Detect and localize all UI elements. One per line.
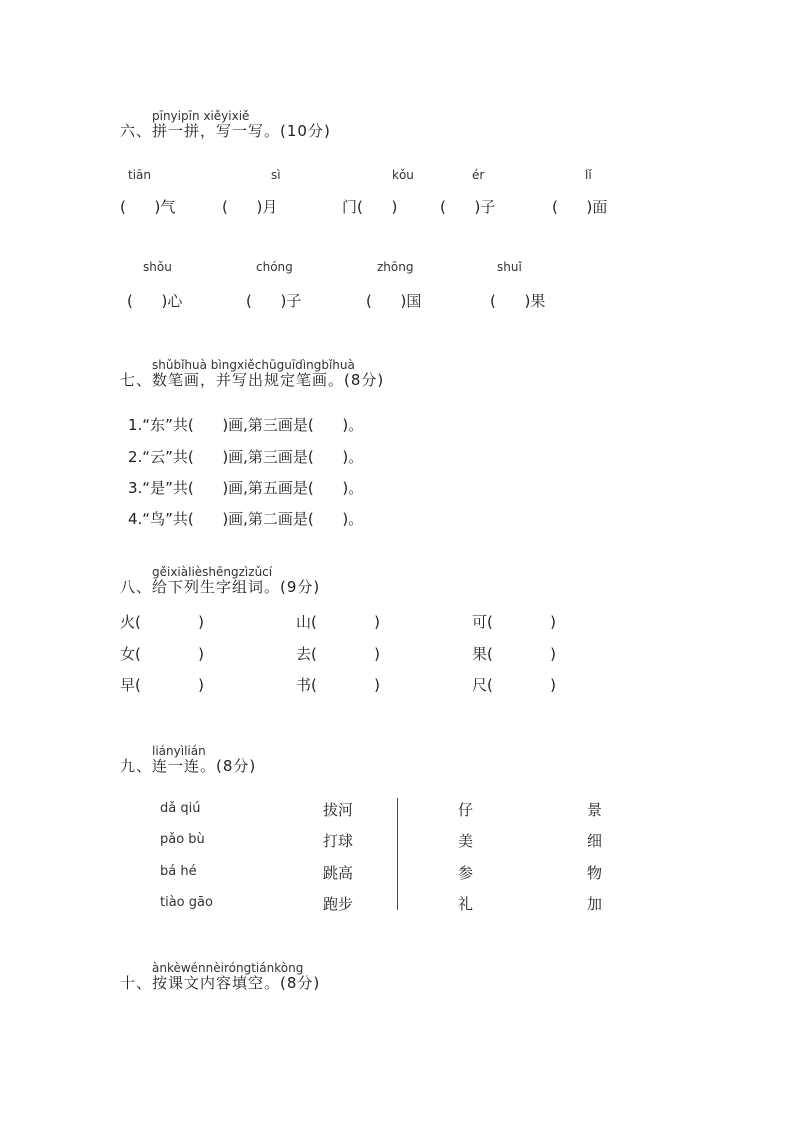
match-char-b4[interactable]: 加 [587,895,603,913]
blank-men-kou[interactable]: 门( ) [342,198,398,216]
match-pinyin-4[interactable]: tiào gāo [160,895,213,910]
match-word-4[interactable]: 跑步 [323,895,354,913]
section9-pinyin: liányìlián [152,744,206,758]
pinyin-tian: tiān [128,168,151,182]
pinyin-shui: shuǐ [497,260,522,274]
match-divider [397,798,398,910]
section6-heading: 六、拼一拼，写一写。(10分) [120,122,331,140]
blank-shou-xin[interactable]: ( )心 [127,292,183,310]
blank-chong-zi[interactable]: ( )子 [246,292,302,310]
match-word-1[interactable]: 拔河 [323,801,354,819]
section9-heading: 九、连一连。(8分) [120,757,257,775]
match-char-a1[interactable]: 仔 [458,801,474,819]
pinyin-shou: shǒu [143,260,172,274]
word-blank-qu[interactable]: 去( ) [296,645,380,663]
section8-heading: 八、给下列生字组词。(9分) [120,578,321,596]
section7-pinyin: shǔbǐhuà bìngxiěchūguīdìngbǐhuà [152,358,355,372]
section6-pinyin: pīnyipīn xiěyixiě [152,109,250,123]
blank-er-zi[interactable]: ( )子 [440,198,496,216]
pinyin-si: sì [271,168,281,182]
match-pinyin-3[interactable]: bá hé [160,864,197,879]
pinyin-er: ér [472,168,485,182]
stroke-item-4[interactable]: 4.“鸟”共( )画,第二画是( )。 [128,510,364,528]
word-blank-ke[interactable]: 可( ) [472,613,556,631]
match-pinyin-2[interactable]: pǎo bù [160,832,205,847]
pinyin-zhong: zhōng [377,260,414,274]
section10-heading: 十、按课文内容填空。(8分) [120,974,321,992]
match-word-2[interactable]: 打球 [323,832,354,850]
blank-li-mian[interactable]: ( )面 [552,198,608,216]
word-blank-shan[interactable]: 山( ) [296,613,380,631]
word-blank-nv[interactable]: 女( ) [120,645,204,663]
stroke-item-1[interactable]: 1.“东”共( )画,第三画是( )。 [128,416,364,434]
match-char-a4[interactable]: 礼 [458,895,474,913]
match-char-b2[interactable]: 细 [587,832,603,850]
word-blank-chi[interactable]: 尺( ) [472,676,556,694]
word-blank-zao[interactable]: 早( ) [120,676,204,694]
word-blank-huo[interactable]: 火( ) [120,613,204,631]
pinyin-chong: chóng [256,260,293,274]
match-char-a2[interactable]: 美 [458,832,474,850]
blank-zhong-guo[interactable]: ( )国 [366,292,422,310]
pinyin-kou: kǒu [392,168,414,182]
section7-heading: 七、数笔画，并写出规定笔画。(8分) [120,371,385,389]
blank-tian-qi[interactable]: ( )气 [120,198,176,216]
blank-shui-guo[interactable]: ( )果 [490,292,546,310]
pinyin-li: lǐ [585,168,592,182]
stroke-item-2[interactable]: 2.“云”共( )画,第三画是( )。 [128,448,364,466]
match-pinyin-1[interactable]: dǎ qiú [160,801,201,816]
word-blank-shu[interactable]: 书( ) [296,676,380,694]
section10-pinyin: ànkèwénnèiróngtiánkòng [152,961,304,975]
stroke-item-3[interactable]: 3.“是”共( )画,第五画是( )。 [128,479,364,497]
match-char-b1[interactable]: 景 [587,801,603,819]
blank-si-yue[interactable]: ( )月 [222,198,278,216]
match-char-b3[interactable]: 物 [587,864,603,882]
match-word-3[interactable]: 跳高 [323,864,354,882]
match-char-a3[interactable]: 参 [458,864,474,882]
word-blank-guo[interactable]: 果( ) [472,645,556,663]
section8-pinyin: gěixiàlièshēngzìzǔcí [152,565,273,579]
